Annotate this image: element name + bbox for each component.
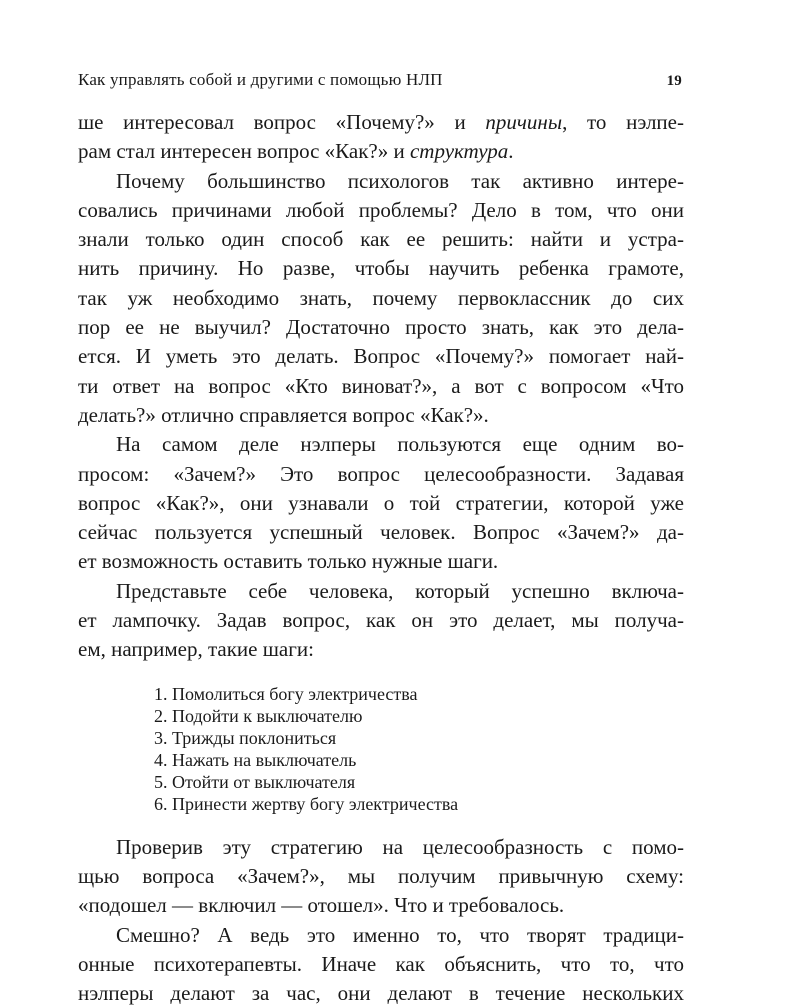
- list-item: 5. Отойти от выключателя: [154, 771, 356, 792]
- steps-list: [154, 683, 684, 815]
- paragraph-6: [78, 921, 684, 1008]
- text-line: так уж необходимо знать, почему первоклассник до сих: [78, 285, 684, 310]
- text-line: Почему большинство психологов так активно интере-: [116, 168, 684, 193]
- running-header: [78, 70, 684, 92]
- text-line: ем, например, такие шаги:: [78, 637, 314, 662]
- list-item: 4. Нажать на выключатель: [154, 749, 357, 770]
- paragraph-4: [78, 577, 684, 665]
- text-line: Смешно? А ведь это именно то, что творят традици-: [116, 922, 684, 947]
- italic-term: структура: [409, 139, 509, 164]
- text-line: ет лампочку. Задав вопрос, как он это делает, мы получа-: [78, 608, 684, 633]
- book-page: [78, 70, 684, 1008]
- text-line: нить причину. Но разве, чтобы научить ребенка грамоте,: [78, 256, 684, 281]
- italic-term: причины: [485, 110, 563, 134]
- text-line: пор ее не выучил? Достаточно просто знать, как это дела-: [78, 315, 684, 340]
- list-item: 1. Помолиться богу электричества: [154, 683, 418, 704]
- text-line: ти ответ на вопрос «Кто виноват?», а вот с вопросом «Что: [78, 373, 684, 398]
- text-line: рам стал интересен вопрос «Как?» и структура.: [78, 139, 514, 164]
- text-line: просом: «Зачем?» Это вопрос целесообразности. Задавая: [78, 461, 684, 486]
- book-title: Как управлять собой и другими с помощью НЛП: [78, 70, 443, 89]
- list-item: 6. Принести жертву богу электричества: [154, 793, 459, 814]
- text-line: На самом деле нэлперы пользуются еще одним во-: [116, 432, 684, 457]
- page-number: 19: [666, 73, 682, 89]
- page-body: [78, 108, 684, 1008]
- text-line: совались причинами любой проблемы? Дело в том, что они: [78, 197, 684, 222]
- text-line: ет возможность оставить только нужные шаги.: [78, 549, 499, 574]
- text-line: Проверив эту стратегию на целесообразность с помо-: [116, 834, 684, 859]
- paragraph-5: [78, 833, 684, 921]
- text-line: сейчас пользуется успешный человек. Вопрос «Зачем?» да-: [78, 520, 684, 545]
- text-line: вопрос «Как?», они узнавали о той стратегии, которой уже: [78, 490, 684, 515]
- text-line: «подошел — включил — отошел». Что и требовалось.: [78, 893, 565, 918]
- text-line: знали только один способ как ее решить: найти и устра-: [78, 227, 684, 252]
- text-line: ется. И уметь это делать. Вопрос «Почему?» помогает най-: [78, 344, 684, 369]
- paragraph-1: [78, 108, 684, 167]
- text-line: онные психотерапевты. Иначе как объяснить, что то, что: [78, 951, 684, 976]
- text-line: ше интересовал вопрос «Почему?» и причины, то нэлпе-: [78, 110, 684, 134]
- text-line: делать?» отлично справляется вопрос «Как?».: [78, 402, 489, 427]
- paragraph-2: [78, 167, 684, 431]
- text-line: нэлперы делают за час, они делают в течение нескольких: [78, 981, 684, 1006]
- list-item: 2. Подойти к выключателю: [154, 705, 363, 726]
- list-item: 3. Трижды поклониться: [154, 727, 337, 748]
- text-line: щью вопроса «Зачем?», мы получим привычную схему:: [78, 863, 684, 888]
- text-line: Представьте себе человека, который успешно включа-: [116, 578, 684, 603]
- paragraph-3: [78, 430, 684, 576]
